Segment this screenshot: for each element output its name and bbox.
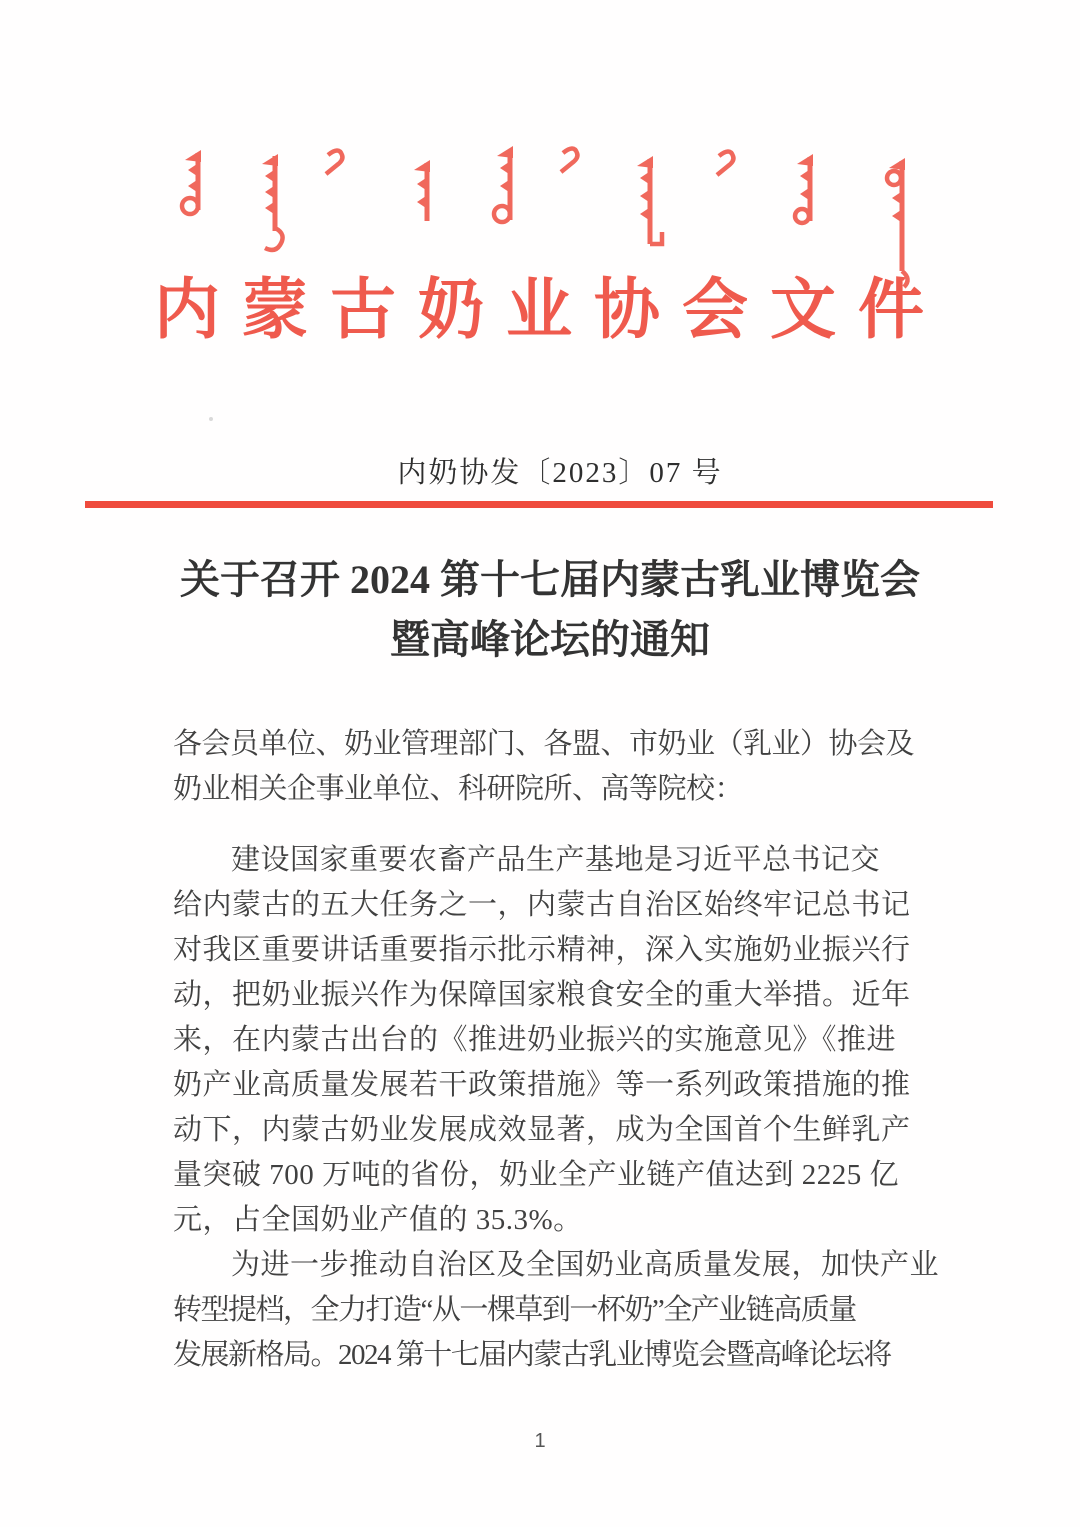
body-line: 发展新格局。2024 第十七届内蒙古乳业博览会暨高峰论坛将: [173, 1339, 891, 1371]
body-line: 动下，内蒙古奶业发展成效显著，成为全国首个生鲜乳产: [173, 1114, 911, 1146]
body-line: 给内蒙古的五大任务之一，内蒙古自治区始终牢记总书记: [173, 889, 911, 921]
body-line: 建设国家重要农畜产品生产基地是习近平总书记交: [231, 844, 881, 876]
body-line: 为进一步推动自治区及全国奶业高质量发展，加快产业: [231, 1249, 940, 1281]
document-title-line1: 关于召开 2024 第十七届内蒙古乳业博览会: [180, 557, 920, 602]
body-line: 对我区重要讲话重要指示批示精神，深入实施奶业振兴行: [173, 934, 911, 966]
body-line: 量突破 700 万吨的省份，奶业全产业链产值达到 2225 亿: [173, 1159, 900, 1191]
body-line: 转型提档，全力打造“从一棵草到一杯奶”全产业链高质量: [173, 1294, 856, 1326]
body-text: [173, 838, 940, 1378]
red-divider-line: [85, 501, 993, 508]
salutation-line: 奶业相关企事业单位、科研院所、高等院校：: [173, 773, 744, 805]
document-title-line2: 暨高峰论坛的通知: [390, 617, 710, 662]
body-line: 元，占全国奶业产值的 35.3%。: [173, 1204, 583, 1236]
salutation: [173, 722, 933, 812]
body-line: 来，在内蒙古出台的《推进奶业振兴的实施意见》《推进: [173, 1024, 897, 1056]
scan-speckle: [209, 417, 213, 421]
salutation-line: 各会员单位、奶业管理部门、各盟、市奶业（乳业）协会及: [173, 728, 915, 760]
document-title: [30, 550, 1070, 670]
org-title: 内蒙古奶业协会文件: [154, 274, 946, 347]
body-line: 奶产业高质量发展若干政策措施》等一系列政策措施的推: [173, 1069, 911, 1101]
page-number: 1: [534, 1430, 546, 1452]
doc-number: 内奶协发〔2023〕07 号: [397, 457, 723, 489]
body-line: 动，把奶业振兴作为保障国家粮食安全的重大举措。近年: [173, 979, 911, 1011]
